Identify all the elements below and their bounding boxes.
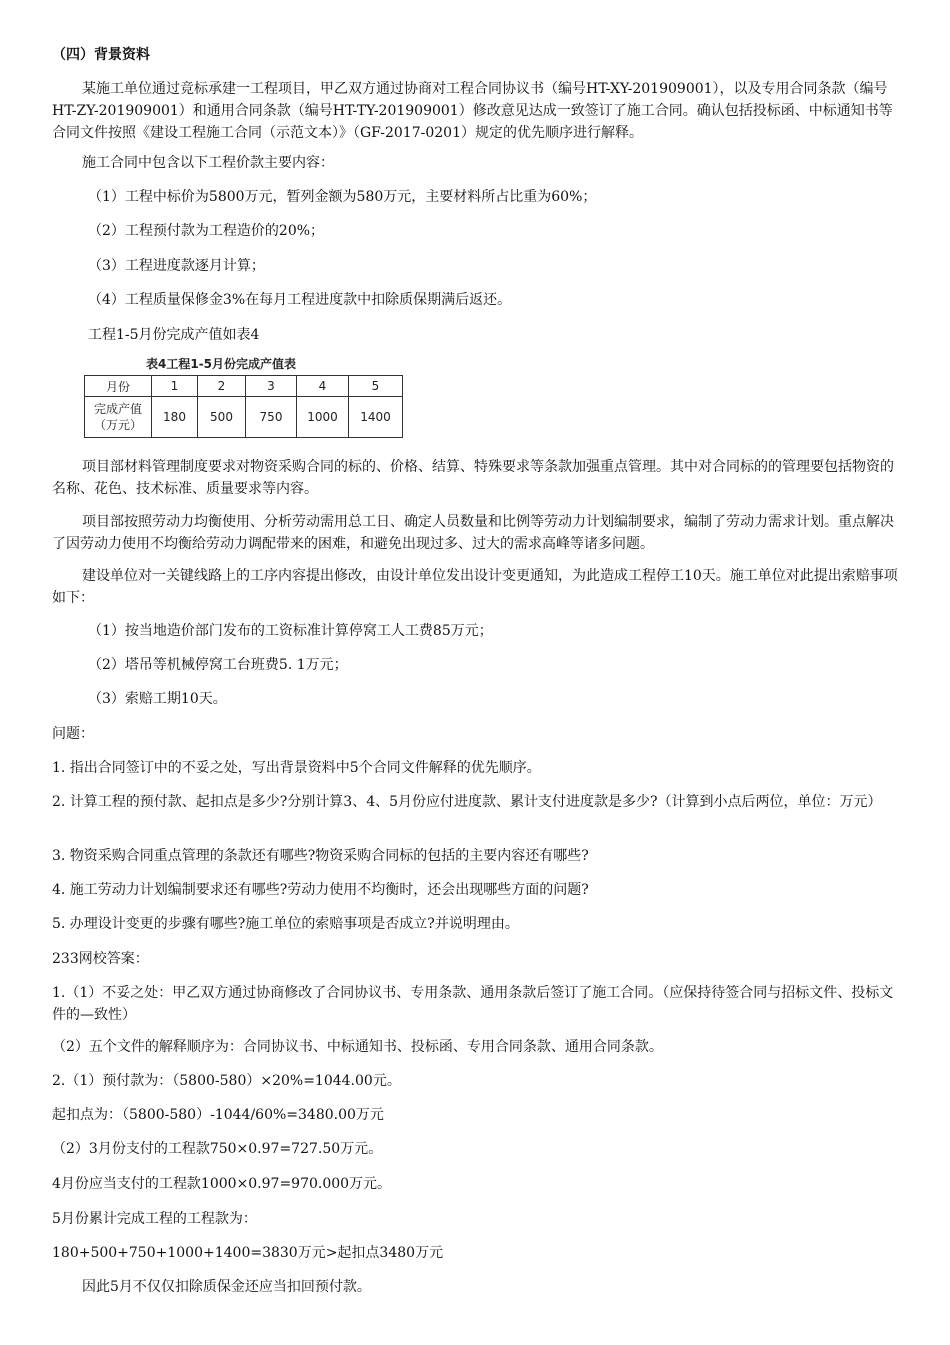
- answer-2-4: 4月份应当支付的工程款1000×0.97=970.000万元。: [52, 1176, 392, 1192]
- price-item-1: （1）工程中标价为5800万元，暂列金额为580万元，主要材料所占比重为60%；: [88, 189, 597, 205]
- answer-2-3: （2）3月份支付的工程款750×0.97=727.50万元。: [52, 1141, 383, 1157]
- section-title: （四）背景资料: [52, 47, 150, 63]
- month-cell: 1: [152, 376, 198, 397]
- answer-2-7: 因此5月不仅仅扣除质保金还应当扣回预付款。: [82, 1279, 371, 1295]
- question-3: 3. 物资采购合同重点管理的条款还有哪些?物资采购合同标的包括的主要内容还有哪些?: [52, 848, 589, 864]
- price-intro: 施工合同中包含以下工程价款主要内容：: [82, 155, 334, 171]
- claim-item-2: （2）塔吊等机械停窝工台班费5. 1万元；: [88, 657, 348, 673]
- value-cell: 500: [198, 397, 246, 438]
- answer-2-1: 2.（1）预付款为：（5800-580）×20%=1044.00元。: [52, 1073, 401, 1089]
- answer-2-2: 起扣点为：（5800-580）-1044/60%=3480.00万元: [52, 1107, 384, 1123]
- answer-2-5: 5月份累计完成工程的工程款为：: [52, 1211, 257, 1227]
- month-cell: 4: [297, 376, 349, 397]
- question-1: 1. 指出合同签订中的不妥之处，写出背景资料中5个合同文件解释的优先顺序。: [52, 760, 541, 776]
- price-item-4: （4）工程质量保修金3%在每月工程进度款中扣除质保期满后返还。: [88, 292, 512, 308]
- answer-1-1: 1.（1）不妥之处：甲乙双方通过协商修改了合同协议书、专用条款、通用条款后签订了施工合同。（应保持待签合同与招标文件、投标文件的—致性）: [52, 985, 894, 1023]
- intro-paragraph: 某施工单位通过竞标承建一工程项目，甲乙双方通过协商对工程合同协议书（编号HT-XY-201909001），以及专用合同条款（编号HT-ZY-201909001）和通用合同条款（编号HT-TY-201909001）修改意见达成一致签订了施工合同。确认包括投标函、中标通知书等合同文件按照《建设工程施工合同（示范文本）》（GF-2017-0201）规定的优先顺序进行解释。: [52, 81, 893, 141]
- design-change-paragraph: 建设单位对一关键线路上的工序内容提出修改，由设计单位发出设计变更通知，为此造成工程停工10天。施工单位对此提出索赔事项如下：: [52, 568, 898, 606]
- month-cell: 2: [198, 376, 246, 397]
- table-header-cell: 月份: [85, 376, 152, 397]
- answer-2-6: 180+500+750+1000+1400=3830万元>起扣点3480万元: [52, 1245, 444, 1261]
- month-cell: 5: [349, 376, 403, 397]
- value-cell: 180: [152, 397, 198, 438]
- row-label-line1: 完成产值: [93, 402, 142, 416]
- table-reference: 工程1-5月份完成产值如表4: [88, 327, 260, 343]
- question-5: 5. 办理设计变更的步骤有哪些?施工单位的索赔事项是否成立?并说明理由。: [52, 916, 519, 932]
- questions-heading: 问题：: [52, 726, 94, 742]
- question-2: 2. 计算工程的预付款、起扣点是多少?分别计算3、4、5月份应付进度款、累计支付进度款是多少?（计算到小点后两位，单位：万元）: [52, 794, 882, 810]
- month-cell: 3: [246, 376, 297, 397]
- answer-1-2: （2）五个文件的解释顺序为：合同协议书、中标通知书、投标函、专用合同条款、通用合同条款。: [52, 1039, 663, 1055]
- output-value-table: [84, 375, 403, 438]
- claim-item-1: （1）按当地造价部门发布的工资标准计算停窝工人工费85万元；: [88, 623, 493, 639]
- table-header-cell: [85, 397, 152, 438]
- table-row-months: [85, 376, 403, 397]
- value-cell: 1000: [297, 397, 349, 438]
- value-cell: 750: [246, 397, 297, 438]
- table-caption: 表4工程1-5月份完成产值表: [146, 357, 297, 371]
- price-item-3: （3）工程进度款逐月计算；: [88, 258, 265, 274]
- material-paragraph: 项目部材料管理制度要求对物资采购合同的标的、价格、结算、特殊要求等条款加强重点管理。其中对合同标的的管理要包括物资的名称、花色、技术标准、质量要求等内容。: [52, 459, 894, 497]
- labor-paragraph: 项目部按照劳动力均衡使用、分析劳动需用总工日、确定人员数量和比例等劳动力计划编制要求，编制了劳动力需求计划。重点解决了因劳动力使用不均衡给劳动力调配带来的困难，和避免出现过多、过大的需求高峰等诸多问题。: [52, 514, 894, 552]
- table-row-values: [85, 397, 403, 438]
- answers-heading: 233网校答案：: [52, 951, 149, 967]
- row-label-line2: （万元）: [93, 418, 142, 432]
- claim-item-3: （3）索赔工期10天。: [88, 691, 227, 707]
- question-4: 4. 施工劳动力计划编制要求还有哪些?劳动力使用不均衡时，还会出现哪些方面的问题?: [52, 882, 589, 898]
- price-item-2: （2）工程预付款为工程造价的20%；: [88, 223, 325, 239]
- value-cell: 1400: [349, 397, 403, 438]
